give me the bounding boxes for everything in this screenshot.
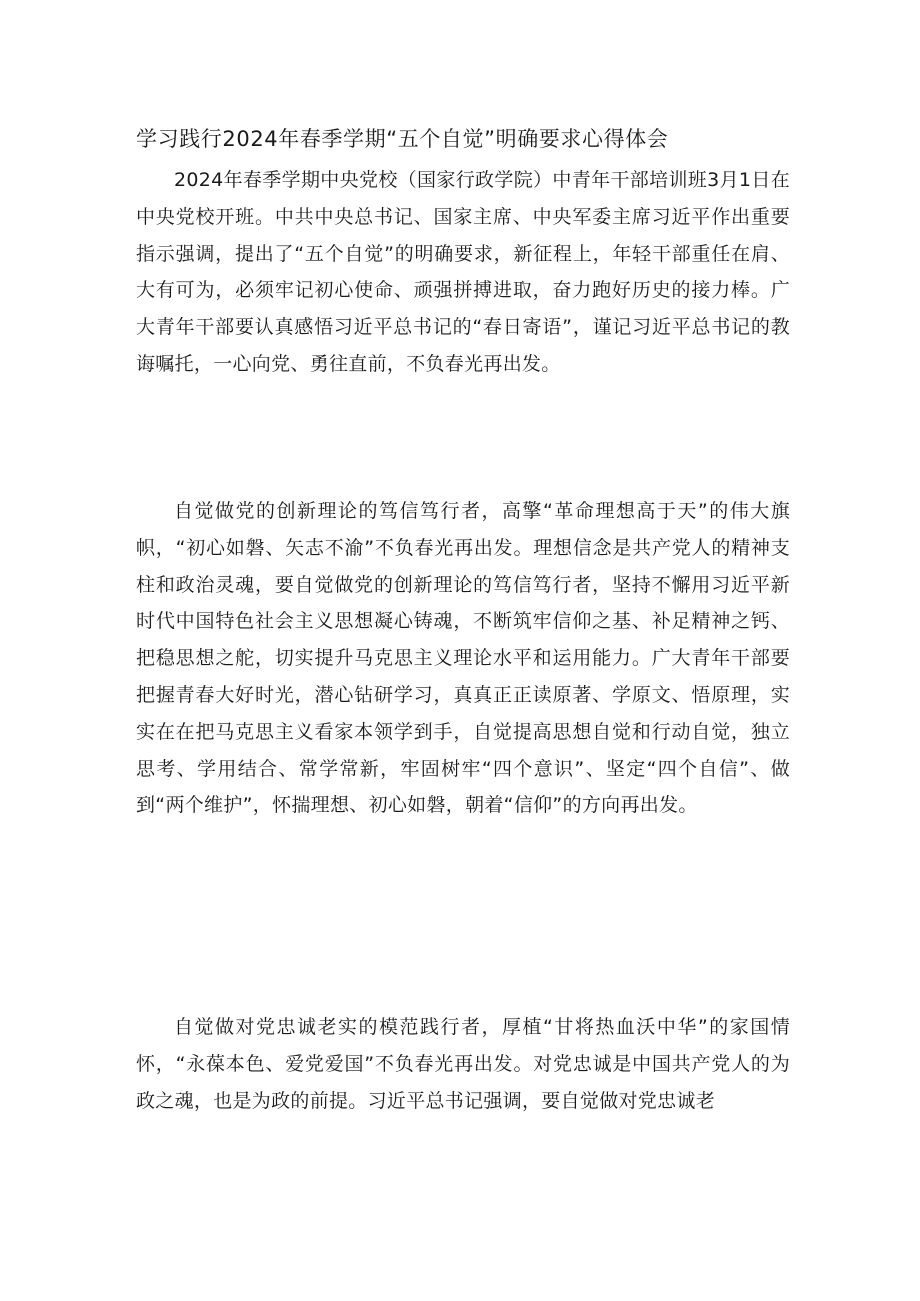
paragraph-theory-practice: 自觉做党的创新理论的笃信笃行者，高擎“革命理想高于天”的伟大旗帜，“初心如磐、矢志不渝”不负春光再出发。理想信念是共产党人的精神支柱和政治灵魂，要自觉做党的创新理论的笃信笃行者，坚持不懈用习近平新时代中国特色社会主义思想凝心铸魂，不断筑牢信仰之基、补足精神之钙、把稳思想之舵，切实提升马克思主义理论水平和运用能力。广大青年干部要把握青春大好时光，潜心钻研学习，真真正正读原著、学原文、悟原理，实实在在把马克思主义看家本领学到手，自觉提高思想自觉和行动自觉，独立思考、学用结合、常学常新，牢固树牢“四个意识”、坚定“四个自信”、做到“两个维护”，怀揣理想、初心如磐，朝着“信仰”的方向再出发。 <box>136 500 790 817</box>
paragraph-intro: 2024年春季学期中央党校（国家行政学院）中青年干部培训班3月1日在中央党校开班。中共中央总书记、国家主席、中央军委主席习近平作出重要指示强调，提出了“五个自觉”的明确要求，新征程上，年轻干部重任在肩、大有可为，必须牢记初心使命、顽强拼搏进取，奋力跑好历史的接力棒。广大青年干部要认真感悟习近平总书记的“春日寄语”，谨记习近平总书记的教诲嘱托，一心向党、勇往直前，不负春光再出发。 <box>136 169 790 375</box>
paragraph-loyalty: 自觉做对党忠诚老实的模范践行者，厚植“甘将热血沃中华”的家国情怀，“永葆本色、爱党爱国”不负春光再出发。对党忠诚是中国共产党人的为政之魂，也是为政的前提。习近平总书记强调，要自觉做对党忠诚老 <box>136 1016 790 1112</box>
document-title: 学习践行2024年春季学期“五个自觉”明确要求心得体会 <box>136 127 669 151</box>
